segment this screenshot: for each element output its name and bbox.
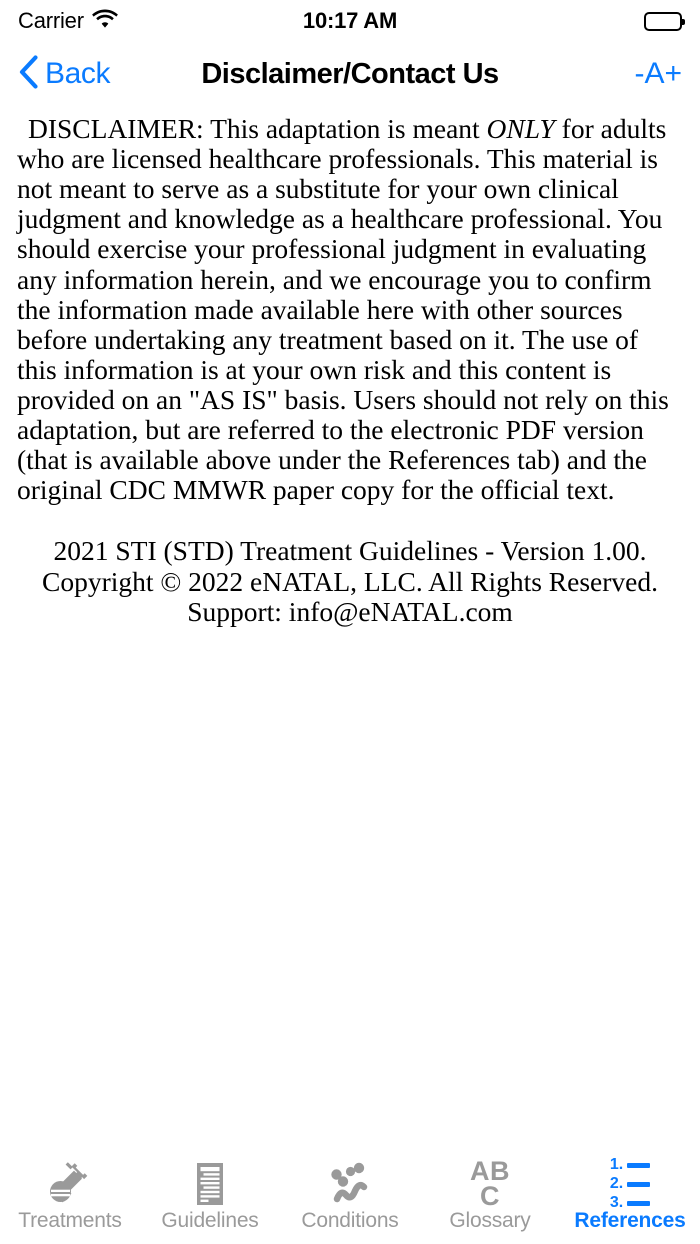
status-bar-right: [644, 12, 682, 31]
numbered-list-bar: [627, 1163, 650, 1168]
tab-conditions[interactable]: [280, 1148, 420, 1244]
carrier-label: Carrier: [18, 8, 84, 33]
document-lines-icon: [187, 1161, 233, 1207]
numbered-list-bar: [627, 1201, 650, 1206]
numbered-list-row: [610, 1157, 650, 1173]
numbered-list-icon: [609, 1156, 650, 1211]
wifi-icon: [92, 9, 118, 33]
battery-full-icon: [644, 12, 682, 31]
chevron-left-icon: [18, 55, 38, 94]
disclaimer-emphasis: ONLY: [486, 113, 555, 144]
navigation-bar: [0, 42, 700, 106]
tab-bar: [0, 1147, 700, 1244]
tab-guidelines[interactable]: [140, 1148, 280, 1244]
numbered-list-row: [610, 1176, 650, 1192]
back-button-label: Back: [45, 57, 111, 90]
status-bar: [0, 0, 700, 42]
copyright-block: [17, 536, 683, 626]
copyright-line: Copyright © 2022 eNATAL, LLC. All Rights Reserved.: [41, 565, 658, 597]
disclaimer-lead: DISCLAIMER: This adaptation is meant: [28, 113, 487, 144]
abc-icon-row2: C: [480, 1181, 500, 1211]
numbered-list-bar: [627, 1182, 650, 1187]
tab-label-treatments: Treatments: [18, 1209, 122, 1232]
disclaimer-rest: for adults who are licensed healthcare professionals. This material is not meant to serve as a substitute for your own clinical judgment and knowledge as a healthcare professional. You should exercise your professional judgment in evaluating any information herein, and we encourage you to confirm the information made available here with other sources before undertaking any treatment based on it. The use of this information is at your own risk and this content is provided on an "AS IS" basis. Users should not rely on this adaptation, but are referred to the electronic PDF version (that is available above under the References tab) and the original CDC MMWR paper copy for the official text.: [17, 113, 669, 506]
tab-label-guidelines: Guidelines: [161, 1209, 259, 1232]
abc-icon-row1: AB: [470, 1156, 510, 1187]
font-size-button[interactable]: -A+: [634, 57, 682, 90]
tab-treatments[interactable]: [0, 1148, 140, 1244]
syringe-icon: [47, 1161, 93, 1207]
bacteria-icon: [325, 1161, 375, 1207]
status-bar-left: [18, 8, 118, 34]
support-email-line: Support: info@eNATAL.com: [187, 595, 513, 627]
abc-icon: [470, 1156, 510, 1211]
content-area: [0, 106, 700, 1148]
abc-icon-text: [470, 1156, 510, 1211]
tab-references[interactable]: [560, 1148, 700, 1244]
version-line: 2021 STI (STD) Treatment Guidelines - Version 1.00.: [53, 535, 647, 567]
tab-glossary[interactable]: [420, 1148, 560, 1244]
numbered-list-icon-body: [610, 1157, 650, 1211]
tab-label-conditions: Conditions: [301, 1209, 399, 1232]
numbered-list-number: 1.: [609, 1156, 624, 1173]
back-button[interactable]: [18, 55, 110, 94]
tab-label-references: References: [574, 1209, 686, 1232]
disclaimer-paragraph: [17, 114, 683, 505]
numbered-list-number: 2.: [609, 1175, 624, 1192]
clock-label: 10:17 AM: [302, 8, 398, 33]
tab-label-glossary: Glossary: [449, 1209, 531, 1232]
page-title: Disclaimer/Contact Us: [201, 57, 499, 90]
numbered-list-number: 3.: [609, 1194, 624, 1211]
